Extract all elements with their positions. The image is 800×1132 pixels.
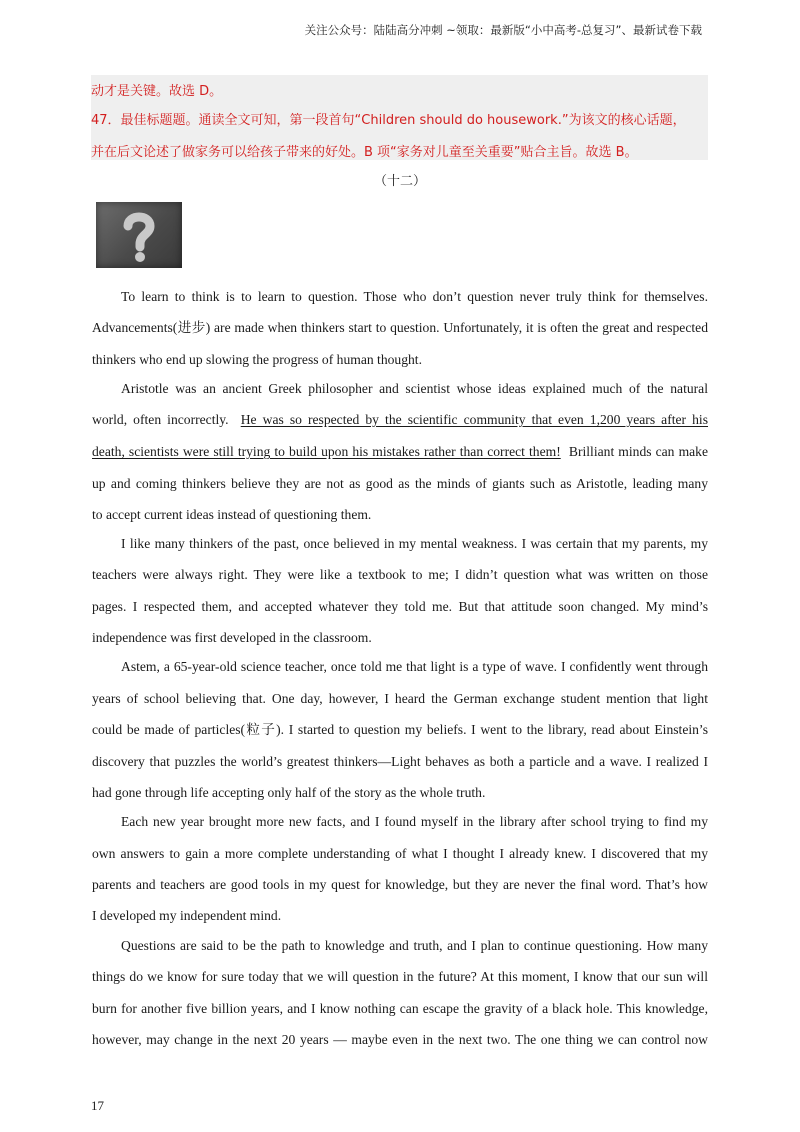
page-number: 17	[91, 1098, 104, 1113]
article-line: parents and teachers are good tools in my quest for knowledge, but they are never the final word. That’s how	[92, 877, 708, 892]
article-line: Each new year brought more new facts, and I found myself in the library after school trying to find my	[121, 814, 708, 829]
article-line: thinkers who end up slowing the progress of human thought.	[92, 352, 422, 367]
article-line: own answers to gain a more complete understanding of what I thought I already knew. I discovered that my	[92, 846, 708, 861]
article-line: I like many thinkers of the past, once believed in my mental weakness. I was certain that my parents, my	[121, 536, 708, 551]
answer-explanation-box	[91, 75, 708, 160]
article-line: burn for another five billion years, and I know nothing can escape the gravity of a black hole. This knowledge,	[92, 1001, 708, 1016]
question-mark-icon	[96, 202, 182, 268]
article-line: pages. I respected them, and accepted whatever they told me. But that attitude soon changed. My mind’s	[92, 599, 708, 614]
underlined-sentence: death, scientists were still trying to build upon his mistakes rather than correct them!	[92, 444, 561, 459]
article-line	[92, 412, 708, 428]
answer-line: 47．最佳标题题。通读全文可知，第一段首句“Children should do housework.”为该文的核心话题，	[91, 113, 686, 128]
article-line: independence was first developed in the classroom.	[92, 630, 372, 645]
article-line: I developed my independent mind.	[92, 908, 282, 923]
article-line: Advancements(进步) are made when thinkers start to question. Unfortunately, it is often the great and respected	[92, 320, 708, 335]
article-line: things do we know for sure today that we will question in the future? At this moment, I know that our sun will	[92, 969, 708, 984]
article-text: world, often incorrectly.	[92, 412, 229, 427]
article-line: up and coming thinkers believe they are not as good as the minds of giants such as Aristotle, leading many	[92, 476, 708, 491]
page-header: 关注公众号：陆陆高分冲刺 ~领取：最新版“小中高考-总复习”、最新试卷下载	[304, 23, 702, 37]
article-line: to accept current ideas instead of questioning them.	[92, 507, 372, 522]
article-line: however, may change in the next 20 years — maybe even in the next two. The one thing we can control now	[92, 1032, 708, 1047]
article-line: years of school believing that. One day, however, I heard the German exchange student mention that light	[92, 691, 708, 706]
section-title: （十二）	[373, 173, 426, 188]
article-line: Astem, a 65-year-old science teacher, once told me that light is a type of wave. I confidently went through	[121, 659, 708, 674]
article-line: had gone through life accepting only half of the story as the whole truth.	[92, 785, 486, 800]
article-line: To learn to think is to learn to question. Those who don’t question never truly think for themselves.	[121, 289, 708, 304]
answer-line: 动才是关键。故选 D。	[91, 84, 223, 99]
article-line: Questions are said to be the path to knowledge and truth, and I plan to continue questioning. How many	[121, 938, 708, 953]
article-text: Brilliant minds can make	[568, 444, 709, 459]
article-line	[92, 444, 708, 460]
article-line: teachers were always right. They were like a textbook to me; I didn’t question what was written on those	[92, 567, 708, 582]
article-line: Aristotle was an ancient Greek philosopher and scientist whose ideas explained much of the natural	[121, 381, 708, 396]
underlined-sentence: He was so respected by the scientific community that even 1,200 years after his	[240, 412, 709, 427]
article-line: could be made of particles(粒子). I started to question my beliefs. I went to the library, read about Einstein’s	[92, 722, 708, 737]
answer-line: 并在后文论述了做家务可以给孩子带来的好处。B 项“家务对儿童至关重要”贴合主旨。故选 B。	[91, 145, 638, 160]
article-line: discovery that puzzles the world’s greatest thinkers—Light behaves as both a particle and a wave. I realized I	[92, 754, 708, 769]
